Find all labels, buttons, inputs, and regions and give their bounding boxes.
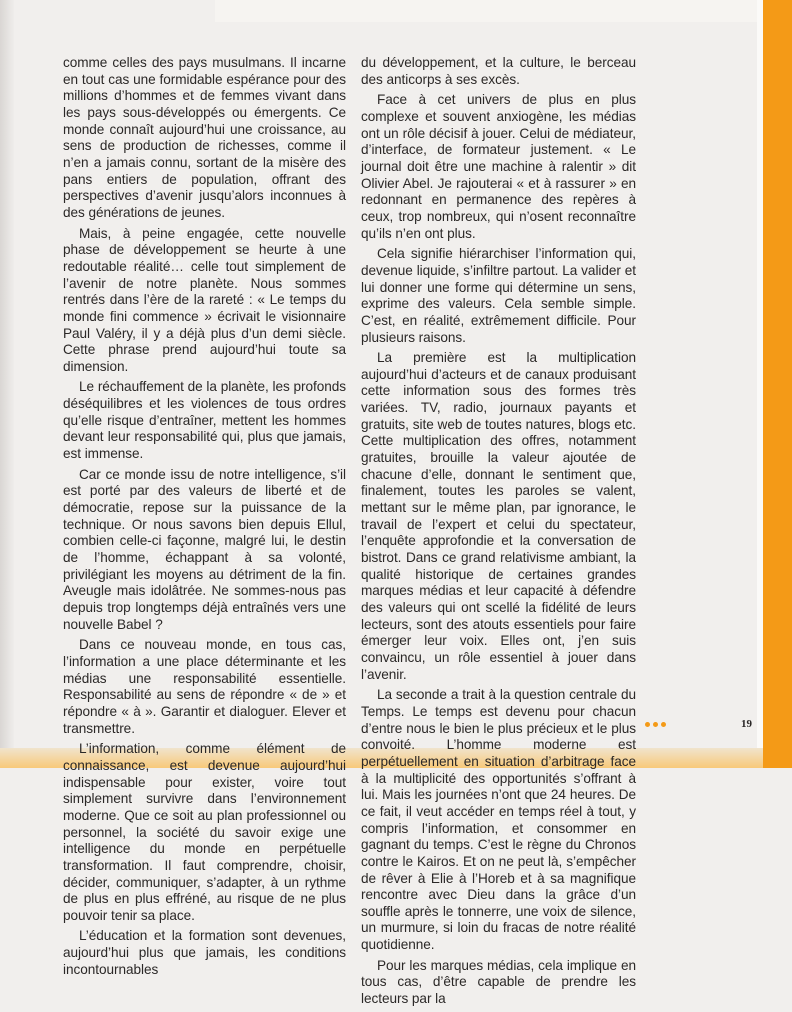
orange-side-strip: [763, 0, 792, 768]
dot-icon: [645, 722, 650, 727]
page-number: 19: [741, 718, 752, 730]
dot-icon: [653, 722, 658, 727]
paragraph: Dans ce nouveau monde, en tous cas, l’information a une place déterminante et les médias une responsabilité essentielle. Responsabilité au sens de répondre « de » et répondre « à ». Garantir et dialoguer. Elever et transmettre.: [63, 637, 346, 736]
dot-icon: [661, 722, 666, 727]
paragraph: Car ce monde issu de notre intelligence, s’il est porté par des valeurs de liberté et de démocratie, repose sur la puissance de la technique. Or nous savons bien depuis Ellul, combien celle-ci façonne, malgré lui, le destin de l’homme, échappant à sa volonté, privilégiant les moyens au détriment de la fin. Aveugle mais idolâtrée. Ne sommes-nous pas depuis trop longtemps déjà entraînés vers une nouvelle Babel ?: [63, 466, 346, 632]
continuation-dots-icon: [645, 722, 666, 727]
paragraph: comme celles des pays musulmans. Il incarne en tout cas une formidable espérance pour des millions d’hommes et de femmes vivant dans les pays sous-développés ou émergents. Ce monde connaît aujourd’hui une croissance, au sens de production de richesses, comme il n’en a jamais connu, sortant de la misère des pans entiers de population, offrant des perspectives d’avenir jusqu’alors inconnues à des générations de jeunes.: [63, 55, 346, 220]
paragraph: du développement, et la culture, le berceau des anticorps à ses excès.: [361, 55, 636, 87]
left-column: [63, 55, 346, 982]
top-band: [215, 0, 763, 22]
paragraph: La première est la multiplication aujourd’hui d’acteurs et de canaux produisant cette information sous des formes très variées. TV, radio, journaux payants et gratuits, site web de toutes natures, blogs etc. Cette multiplication des offres, notamment gratuites, brouille la valeur ajoutée de chacune d’elle, donnant le sentiment que, finalement, toutes les paroles se valent, mettant sur le même plan, par ignorance, le travail de l’expert et celui du spectateur, l’enquête approfondie et la conversation de bistrot. Dans ce grand relativisme ambiant, la qualité historique de certaines grandes marques médias et leur capacité à défendre des valeurs qui ont scellé la fidélité de leurs lecteurs, sont des atouts essentiels pour faire émerger leur voix. Elles ont, j’en suis convaincu, un rôle essentiel à jouer dans l’avenir.: [361, 350, 636, 682]
paragraph: La seconde a trait à la question centrale du Temps. Le temps est devenu pour chacun d’entre nous le bien le plus précieux et le plus convoité. L’homme moderne est perpétuellement en situation d’arbitrage face à la multiplicité des opportunités s’offrant à lui. Mais les journées n’ont que 24 heures. De ce fait, il veut accéder en temps réel à tout, y compris l’information, et consommer en gagnant du temps. C’est le règne du Chronos contre le Kairos. Et on ne peut là, s’empêcher de rêver à Elie à l’Horeb et à sa magnifique rencontre avec Dieu dans la grâce d’un souffle après le tonnerre, une voix de silence, un murmure, si loin du fracas de notre réalité quotidienne.: [361, 687, 636, 953]
paragraph: L’éducation et la formation sont devenues, aujourd’hui plus que jamais, les conditions incontournables: [63, 928, 346, 977]
page-gutter-shadow: [0, 0, 14, 768]
paragraph: Pour les marques médias, cela implique en tous cas, d’être capable de prendre les lecteurs par la: [361, 957, 636, 1007]
paragraph: Face à cet univers de plus en plus complexe et souvent anxiogène, les médias ont un rôle décisif à jouer. Celui de médiateur, d’interface, de formateur justement. « Le journal doit être une machine à ralentir » dit Olivier Abel. Je rajouterai « et à rassurer » en redonnant en permanence des repères à ceux, trop nombreux, qui n’osent reconnaître qu’ils n’en ont plus.: [361, 92, 636, 241]
paragraph: Le réchauffement de la planète, les profonds déséquilibres et les violences de tous ordres qu’elle risque d’entraîner, mettent les hommes devant leur responsabilité qui, plus que jamais, est immense.: [63, 379, 346, 462]
paragraph: L’information, comme élément de connaissance, est devenue aujourd’hui indispensable pour exister, voire tout simplement survivre dans l’environnement moderne. Que ce soit au plan professionnel ou personnel, la société du savoir exige une intelligence du monde en perpétuelle transformation. Il faut comprendre, choisir, décider, communiquer, s’adapter, à un rythme de plus en plus effréné, au risque de ne plus pouvoir tenir sa place.: [63, 741, 346, 923]
right-column: [361, 55, 636, 1012]
paragraph: Cela signifie hiérarchiser l’information qui, devenue liquide, s’infiltre partout. La valider et lui donner une forme qui détermine un sens, exprime des valeurs. Cela semble simple. C’est, en réalité, extrêmement difficile. Pour plusieurs raisons.: [361, 246, 636, 345]
paragraph: Mais, à peine engagée, cette nouvelle phase de développement se heurte à une redoutable réalité… celle tout simplement de l’avenir de notre planète. Nous sommes rentrés dans l’ère de la rareté : « Le temps du monde fini commence » écrivait le visionnaire Paul Valéry, il y a déjà plus d’un demi siècle. Cette phrase prend aujourd’hui toute sa dimension.: [63, 225, 346, 374]
